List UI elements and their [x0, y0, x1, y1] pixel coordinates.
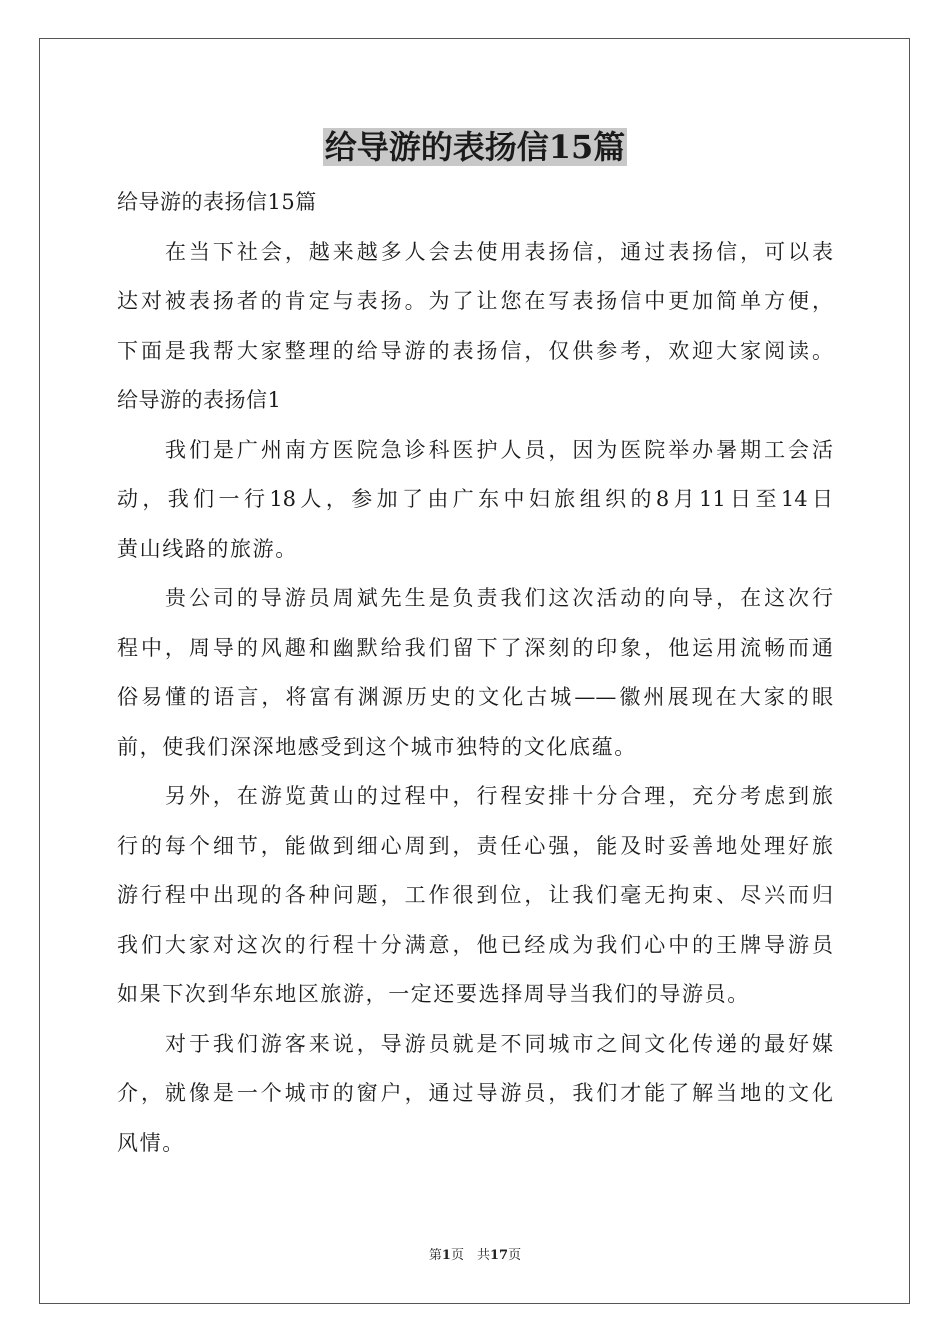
- document-body: [117, 178, 833, 1168]
- paragraph-line: 风情。: [117, 1130, 185, 1155]
- intro-line: 在当下社会，越来越多人会去使用表扬信，通过表扬信，可以表: [165, 239, 833, 264]
- intro-line: 达对被表扬者的肯定与表扬。为了让您在写表扬信中更加简单方便，: [117, 289, 833, 313]
- paragraph-line: 对于我们游客来说，导游员就是不同城市之间文化传递的最好媒: [165, 1031, 833, 1056]
- paragraph-line: 介，就像是一个城市的窗户，通过导游员，我们才能了解当地的文化: [117, 1081, 833, 1105]
- footer-page-current: 1: [441, 1248, 451, 1263]
- paragraph-line: 另外，在游览黄山的过程中，行程安排十分合理，充分考虑到旅: [165, 784, 833, 808]
- paragraph-line: 行的每个细节，能做到细心周到，责任心强，能及时妥善地处理好旅: [117, 833, 833, 858]
- page-footer: [0, 1247, 950, 1265]
- intro-line: 下面是我帮大家整理的给导游的表扬信，仅供参考，欢迎大家阅读。: [117, 338, 833, 363]
- paragraph-line: 贵公司的导游员周斌先生是负责我们这次活动的向导，在这次行: [165, 586, 833, 610]
- paragraph-line: 动，我们一行18人，参加了由广东中妇旅组织的8月11日至14日: [117, 487, 833, 511]
- paragraph-line: 俗易懂的语言，将富有渊源历史的文化古城——徽州展现在大家的眼: [117, 685, 833, 709]
- footer-page-total: 17: [489, 1248, 509, 1263]
- footer-page-prefix: 第: [428, 1248, 442, 1263]
- paragraph-line: 游行程中出现的各种问题，工作很到位，让我们毫无拘束、尽兴而归: [117, 883, 833, 907]
- paragraph-line: 如果下次到华东地区旅游，一定还要选择周导当我们的导游员。: [117, 982, 750, 1006]
- document-title: [0, 125, 950, 169]
- footer-page-mid: 页 共: [450, 1248, 490, 1263]
- section-heading: 给导游的表扬信1: [117, 388, 282, 412]
- paragraph-line: 我们是广州南方医院急诊科医护人员，因为医院举办暑期工会活: [165, 437, 833, 462]
- paragraph-line: 前，使我们深深地感受到这个城市独特的文化底蕴。: [117, 734, 637, 759]
- paragraph-line: 我们大家对这次的行程十分满意，他已经成为我们心中的王牌导游员: [117, 932, 833, 957]
- document-subtitle: 给导游的表扬信15篇: [117, 190, 317, 214]
- document-title-text: 给导游的表扬信15篇: [324, 128, 626, 166]
- paragraph-line: 程中，周导的风趣和幽默给我们留下了深刻的印象，他运用流畅而通: [117, 635, 833, 660]
- paragraph-line: 黄山线路的旅游。: [117, 536, 298, 561]
- footer-page-suffix: 页: [508, 1248, 522, 1263]
